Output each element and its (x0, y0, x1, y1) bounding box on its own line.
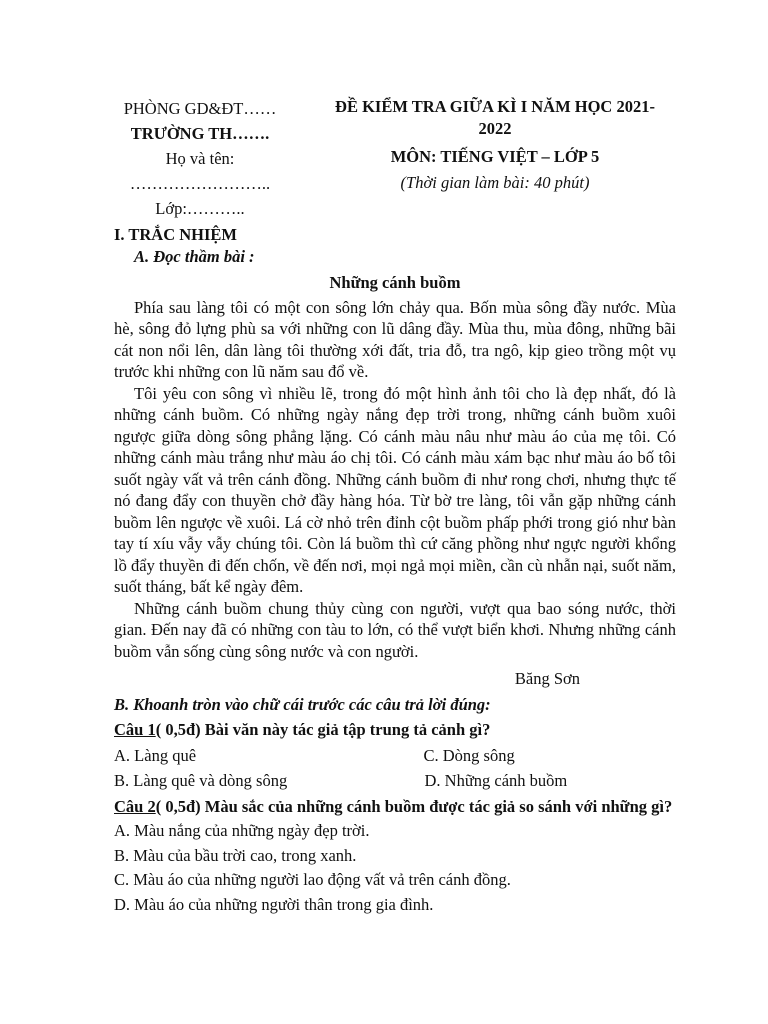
exam-time: (Thời gian làm bài: 40 phút) (400, 173, 590, 192)
answer-option[interactable]: D. Màu áo của những người thân trong gia đình. (114, 894, 434, 914)
question-text: ( 0,5đ) Màu sắc của những cánh buồm được tác giả so sánh với những gì? (155, 796, 673, 816)
exam-subject: MÔN: TIẾNG VIỆT – LỚP 5 (390, 147, 600, 166)
name-label: Họ và tên: (165, 149, 235, 168)
question-1 (114, 719, 676, 741)
question-number: Câu 2 (114, 796, 156, 816)
question-2 (114, 796, 676, 818)
instruction: B. Khoanh tròn vào chữ cái trước các câu trả lời đúng: (114, 694, 491, 714)
exam-title: ĐỀ KIỂM TRA GIỮA KÌ I NĂM HỌC 2021-2022 (335, 97, 655, 138)
answer-option[interactable]: A. Màu nắng của những ngày đẹp trời. (114, 821, 370, 840)
question-number: Câu 1 (114, 720, 156, 739)
answer-option[interactable]: C. Màu áo của những người lao động vất vả trên cánh đồng. (114, 870, 511, 889)
answer-row (114, 770, 676, 792)
story-title: Những cánh buồm (329, 273, 461, 292)
name-blank: …………………….. (129, 174, 271, 193)
answer-option[interactable]: A. Làng quê (114, 745, 197, 765)
answer-option[interactable]: B. Màu của bầu trời cao, trong xanh. (114, 845, 357, 865)
answer-option[interactable]: C. Dòng sông (423, 745, 515, 765)
answer-option[interactable]: D. Những cánh buồm (424, 771, 568, 790)
section-heading: I. TRẮC NHIỆM (114, 225, 238, 244)
header-left (100, 96, 300, 221)
story-paragraph: Phía sau làng tôi có một con sông lớn chảy qua. Bốn mùa sông đầy nước. Mùa hè, sông đỏ lựng phù sa với những con lũ dâng đầy. Mùa thu, mùa đông, những bãi cát non nổi lên, dân làng tôi thường xới đất, tria đỗ, tra ngô, kịp gieo trồng một vụ trước khi những con lũ năm sau đổ về. (114, 297, 676, 381)
story-paragraph: Tôi yêu con sông vì nhiều lẽ, trong đó một hình ảnh tôi cho là đẹp nhất, đó là những cánh buồm. Có những ngày nắng đẹp trời trong, những cánh buồm xuôi ngược giữa dòng sông phẳng lặng. Có cánh màu nâu như màu áo của mẹ tôi. Có những cánh màu trắng như màu áo chị tôi. Có cánh màu xám bạc như màu áo bố tôi suốt ngày vất vả trên cánh đồng. Những cánh buồm đi như rong chơi, nhưng thực tế nó đang đẩy con thuyền chở đầy hàng hóa. Từ bờ tre làng, tôi vẫn gặp những cánh buồm lên ngược về xuôi. Lá cờ nhỏ trên đỉnh cột buồm phấp phới trong gió như bàn tay tí xíu vẫy vẫy chúng tôi. Còn lá buồm thì cứ căng phồng như ngực người khổng lồ đẩy thuyền đi đến chốn, về đến nơi, mọi ngả mọi miền, cần cù nhẫn nại, suốt năm, suốt tháng, bất kể ngày đêm. (114, 383, 676, 596)
exam-body (114, 224, 676, 915)
reading-heading: A. Đọc thầm bài : (134, 246, 255, 266)
answer-option[interactable]: B. Làng quê và dòng sông (114, 771, 288, 790)
story-paragraph: Những cánh buồm chung thủy cùng con người, vượt qua bao sóng nước, thời gian. Đến nay đã có những con tàu to lớn, có thể vượt biển khơi. Nhưng những cánh buồm vẫn sống cùng sông nước và con người. (114, 598, 676, 661)
question-text: ( 0,5đ) Bài văn này tác giả tập trung tả cảnh gì? (155, 720, 491, 739)
answer-row (114, 745, 676, 767)
education-office: PHÒNG GD&ĐT…… (123, 99, 277, 118)
header-right (325, 96, 665, 194)
school-name: TRƯỜNG TH……. (130, 124, 270, 143)
story-author: Băng Sơn (514, 669, 580, 688)
class-label: Lớp:……….. (155, 199, 245, 218)
